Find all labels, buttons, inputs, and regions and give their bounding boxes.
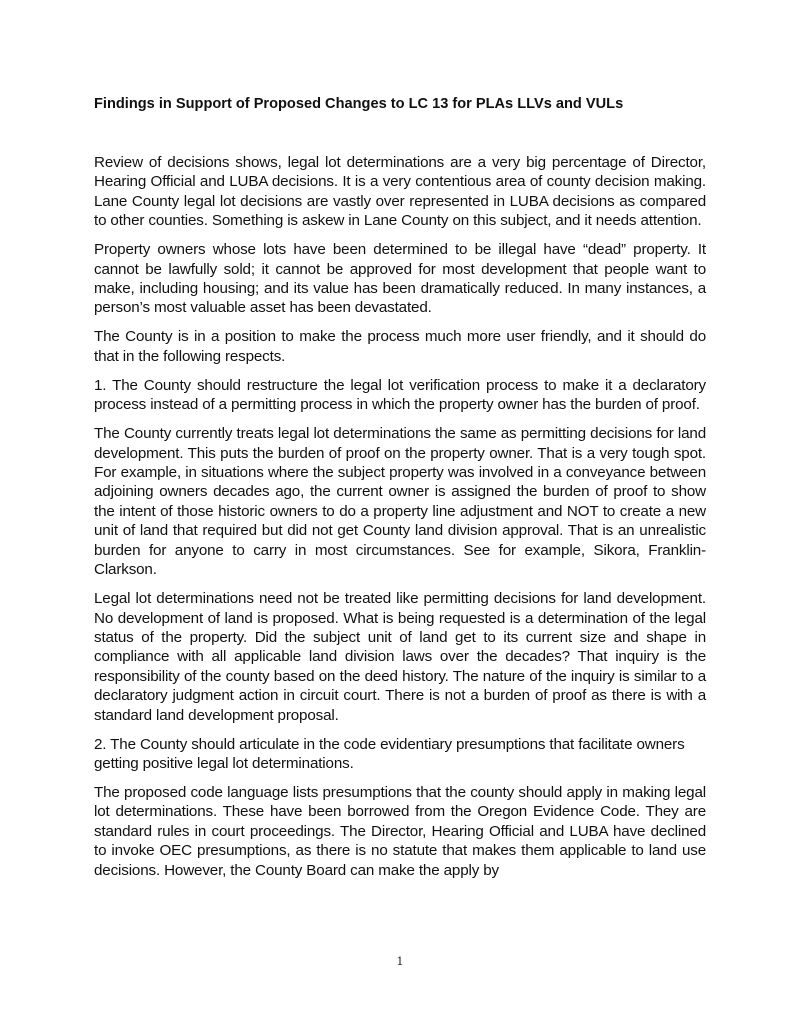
paragraph-presumptions: The proposed code language lists presumptions that the county should apply in making legal lot determinations. These have been borrowed from the Oregon Evidence Code. They are standard rules in court proceedings. The Director, Hearing Official and LUBA have declined to invoke OEC presumptions, as there is no statute that makes them applicable to land use decisions. However, the County Board can make the apply by: [94, 783, 706, 879]
paragraph-declaratory: Legal lot determinations need not be treated like permitting decisions for land development. No development of land is proposed. What is being requested is a determination of the legal status of the property. Did the subject unit of land get to its current size and shape in compliance with all applicable land division laws over the decades? That inquiry is the responsibility of the county based on the deed history. The nature of the inquiry is similar to a declaratory judgment action in circuit court. There is not a burden of proof as there is with a standard land development proposal.: [94, 590, 706, 724]
paragraph-burden-of-proof: The County currently treats legal lot determinations the same as permitting decisions for land development. This puts the burden of proof on the property owner. That is a very tough spot. For example, in situations where the subject property was involved in a conveyance between adjoining owners decades ago, the current owner is assigned the burden of proof to show the intent of those historic owners to do a property line adjustment and NOT to create a new unit of land that required but did not get County land division approval. That is an unrealistic burden for anyone to carry in most circumstances. See for example, Sikora, Franklin-Clarkson.: [94, 425, 706, 579]
paragraph-user-friendly: The County is in a position to make the process much more user friendly, and it should do that in the following respects.: [94, 328, 706, 365]
document-title: Findings in Support of Proposed Changes to LC 13 for PLAs LLVs and VULs: [94, 96, 624, 112]
page-number: 1: [396, 955, 404, 968]
paragraph-intro: Review of decisions shows, legal lot determinations are a very big percentage of Director, Hearing Official and LUBA decisions. It is a very contentious area of county decision making. Lane County legal lot decisions are vastly over represented in LUBA decisions as compared to other counties. Something is askew in Lane County on this subject, and it needs attention.: [94, 154, 706, 230]
paragraph-point-2: 2. The County should articulate in the code evidentiary presumptions that facilitate owners getting positive legal lot determinations.: [94, 735, 685, 772]
document-body: [94, 153, 706, 890]
paragraph-dead-property: Property owners whose lots have been determined to be illegal have “dead” property. It cannot be lawfully sold; it cannot be approved for most development that people want to make, including housing; and its value has been dramatically reduced. In many instances, a person’s most valuable asset has been devastated.: [94, 241, 706, 317]
paragraph-point-1: 1. The County should restructure the legal lot verification process to make it a declaratory process instead of a permitting process in which the property owner has the burden of proof.: [94, 376, 706, 414]
